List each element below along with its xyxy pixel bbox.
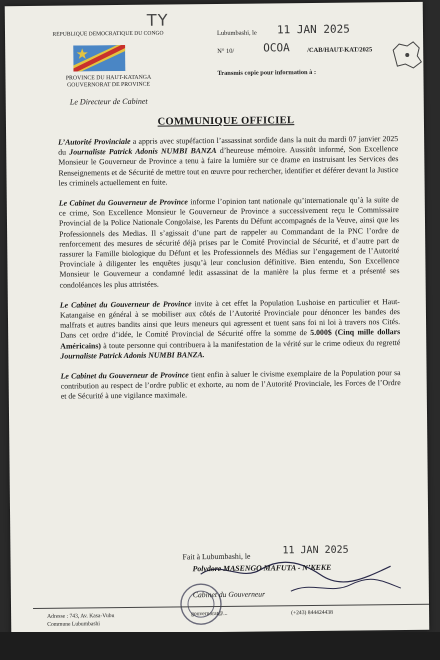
document-body [58,134,401,412]
province-header [23,74,193,90]
gouvernorat-name: GOUVERNORAT DE PROVINCE [67,81,151,89]
p1-text-b: d’heureuse mémoire. Aussitôt informé, Son Excellence Monsieur le Gouverneur de Province a tenu à faire la lumière sur ce drame en instruisant les Services des Renseignements et de Sécurité de mettre tout en œuvre pour rechercher, identifier et déférer devant la Justice les criminels actuellement en fuite. [58,144,399,188]
page-footer [33,604,429,635]
p4-text: tient enfin à saluer le civisme exemplaire de la Population pour sa contribution au respect de l’ordre public et exhorte, au nom de l’Autorité Provinciale, les Forces de l’Ordre et de Sécurité à une vigilance maximale. [60,368,401,402]
footer-address [47,612,114,629]
handwritten-reference-number: OCOA [263,41,290,55]
p3-journalist: Journaliste Patrick Adonis NUMBI BANZA. [60,349,205,361]
address-line-2: Commune Lubumbashi [47,621,100,628]
reference-prefix: N° 10/ [217,47,235,55]
province-map-icon [389,40,423,70]
place-date-label: Lubumbashi, le [216,29,257,37]
p2-subject: Le Cabinet du Gouverneur de Province [58,197,188,208]
document-title: COMMUNIQUE OFFICIEL [157,115,295,128]
director-title: Le Directeur de Cabinet [69,96,148,107]
document-page [5,2,430,634]
signature-handwritten-date: 11 JAN 2025 [282,544,349,557]
province-name: PROVINCE DU HAUT-KATANGA [65,74,152,82]
p3-text-a: invite à cet effet la Population Lushoise en particulier et Haut-Katangaise en général à se mobiliser aux côtés de l’Autorité Provinciale pour dénoncer les bandes des malfrats et autres bandits ainsi que leurs meneurs qui agressent et tuent sans foi ni loi à travers nos Cités. Dans cet ordre d’idée, le Comité Provincial de Sécurité offre la somme de [59,296,401,341]
drc-flag-icon [73,45,125,72]
paragraph-4 [61,368,401,402]
p1-text-a: a appris avec stupéfaction l’assassinat sordide dans la nuit du mardi 07 janvier 2025 du [58,134,399,157]
p2-text: informe l’opinion tant nationale qu’internationale qu’à la suite de ce crime, Son Excellence Monsieur le Gouverneur de Province a successivement reçu le Commissaire Provincial de la Police Nationale Congolaise, les Parents du Défunt accompagnés de la Veuve, ainsi que les Professionnels des Medias. Il s’agissait d’une part de rappeler au Commandant de la PNC l’ordre de renforcement des mesures de sécurité déjà prises par le Comité Provincial de Sécurité, et d’autre part de rassurer la Famille biologique du Défunt et les Professionnels des Médias sur l’engagement de l’Autorité Provinciale à diligenter les enquêtes jusqu’à leur conclusion définitive. Bien entendu, Son Excellence Monsieur le Gouverneur a condamné ledit assassinat de la manière la plus ferme et a présenté ses condoléances les plus attristées. [58,195,400,290]
signer-cabinet: Cabinet du Gouverneur [192,589,266,600]
p3-reward: 5.000$ (Cinq mille dollars Américains) [60,327,401,351]
paragraph-2 [59,195,400,290]
transmis-label: Transmis copie pour information à : [217,68,317,77]
p3-text-b: à toute personne qui contribuera à la manifestation de la vérité sur le crime odieux du regretté [100,337,401,350]
country-header: REPUBLIQUE DEMOCRATIQUE DU CONGO [52,30,164,38]
background-surface [0,632,440,660]
p1-journalist: Journaliste Patrick Adonis NUMBI BANZA [69,146,217,157]
footer-phone: (+243) 844424438 [291,609,333,617]
p1-subject: L’Autorité Provinciale [58,136,131,147]
p3-subject: Le Cabinet du Gouverneur de Province [59,299,192,310]
paragraph-1 [58,134,399,189]
handwritten-date: 11 JAN 2025 [276,22,350,37]
reference-code: /CAB/HAUT-KAT/2025 [307,46,373,55]
address-line-1: Adresse : 743, Av. Kasa-Vubu [47,613,115,620]
signer-name: Polydore MASENGO MAFUTA - N’KEKE [192,562,332,574]
signature-place: Fait à Lubumbashi, le [182,551,251,562]
handwritten-mark: TY [146,10,169,30]
footer-email: gouvernorat@... [191,610,228,618]
p4-subject: Le Cabinet du Gouverneur de Province [60,370,189,381]
paragraph-3 [60,297,401,362]
